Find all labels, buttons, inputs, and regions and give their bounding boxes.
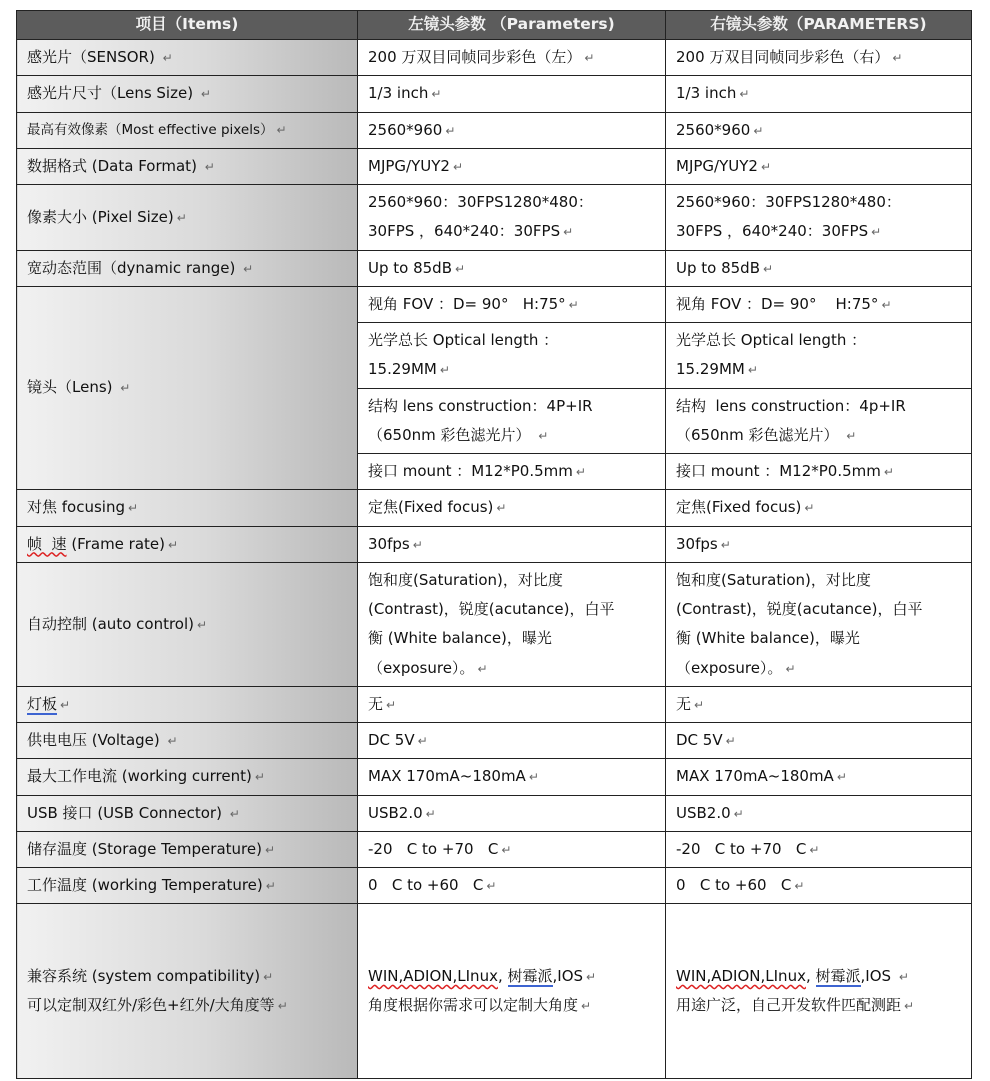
row-compatibility — [17, 904, 972, 1079]
right-compat-os: WIN,ADION,LInux, 树霉派,IOS ↵ — [676, 967, 909, 985]
right-lamp-board: 无 ↵ — [666, 686, 972, 722]
row-auto-control — [17, 562, 972, 686]
item-lens-size: 感光片尺寸（Lens Size) ↵ — [17, 76, 358, 112]
left-pixel-size: 2560*960：30FPS1280*480： 30FPS ，640*240：30FPS ↵ — [358, 185, 666, 251]
left-lamp-board: 无 ↵ — [358, 686, 666, 722]
left-compatibility — [358, 904, 666, 1079]
row-sensor — [17, 40, 972, 76]
spec-sheet — [16, 10, 971, 1079]
right-compat-note: 用途广泛，自己开发软件匹配测距 ↵ — [676, 996, 915, 1015]
right-format: MJPG/YUY2 ↵ — [666, 148, 972, 184]
left-lens-optical: 光学总长 Optical length ： 15.29MM ↵ — [358, 323, 666, 389]
item-frame-rate: 帧 速 (Frame rate) ↵ — [17, 526, 358, 562]
row-format — [17, 148, 972, 184]
left-current: MAX 170mA~180mA ↵ — [358, 759, 666, 795]
item-working-temp: 工作温度 (working Temperature) ↵ — [17, 868, 358, 904]
left-lens-construction: 结构 lens construction：4P+IR （650nm 彩色滤光片） ↵ — [358, 388, 666, 454]
left-compat-os: WIN,ADION,LInux, 树霉派,IOS ↵ — [368, 967, 597, 985]
row-current — [17, 759, 972, 795]
left-dynamic-range: Up to 85dB ↵ — [358, 250, 666, 286]
right-lens-optical: 光学总长 Optical length ： 15.29MM ↵ — [666, 323, 972, 389]
right-pixel-size: 2560*960：30FPS1280*480： 30FPS ，640*240：30FPS ↵ — [666, 185, 972, 251]
row-pixel-size — [17, 185, 972, 251]
left-compat-note: 角度根据你需求可以定制大角度 ↵ — [368, 996, 592, 1015]
right-lens-size: 1/3 inch ↵ — [666, 76, 972, 112]
left-sensor: 200 万双目同帧同步彩色（左） ↵ — [358, 40, 666, 76]
header-left-params: 左镜头参数 （Parameters) — [358, 11, 666, 40]
right-storage-temp: -20 C to +70 C ↵ — [666, 831, 972, 867]
right-focusing: 定焦(Fixed focus) ↵ — [666, 490, 972, 526]
left-format: MJPG/YUY2 ↵ — [358, 148, 666, 184]
left-lens-mount: 接口 mount ：M12*P0.5mm ↵ — [358, 454, 666, 490]
left-storage-temp: -20 C to +70 C ↵ — [358, 831, 666, 867]
right-lens-construction: 结构 lens construction：4p+IR （650nm 彩色滤光片） ↵ — [666, 388, 972, 454]
row-lens-fov — [17, 286, 972, 322]
left-usb: USB2.0 ↵ — [358, 795, 666, 831]
left-working-temp: 0 C to +60 C ↵ — [358, 868, 666, 904]
right-lens-mount: 接口 mount ：M12*P0.5mm ↵ — [666, 454, 972, 490]
spec-table — [16, 10, 972, 1079]
right-sensor: 200 万双目同帧同步彩色（右） ↵ — [666, 40, 972, 76]
header-items: 项目（Items) — [17, 11, 358, 40]
row-working-temp — [17, 868, 972, 904]
compat-item-line2: 可以定制双红外/彩色+红外/大角度等 ↵ — [27, 996, 288, 1015]
header-row — [17, 11, 972, 40]
item-lens: 镜头（Lens) ↵ — [17, 286, 358, 490]
item-voltage: 供电电压 (Voltage) ↵ — [17, 723, 358, 759]
left-frame-rate: 30fps ↵ — [358, 526, 666, 562]
left-auto-control: 饱和度(Saturation)，对比度 (Contrast)，锐度(acutance)，白平 衡 (White balance)，曝光 （exposure）。 ↵ — [358, 562, 666, 686]
left-voltage: DC 5V ↵ — [358, 723, 666, 759]
left-lens-fov: 视角 FOV ：D= 90° H:75° ↵ — [358, 286, 666, 322]
left-pixels: 2560*960 ↵ — [358, 112, 666, 148]
item-format: 数据格式 (Data Format) ↵ — [17, 148, 358, 184]
item-usb: USB 接口 (USB Connector) ↵ — [17, 795, 358, 831]
right-voltage: DC 5V ↵ — [666, 723, 972, 759]
item-current: 最大工作电流 (working current) ↵ — [17, 759, 358, 795]
right-frame-rate: 30fps ↵ — [666, 526, 972, 562]
right-working-temp: 0 C to +60 C ↵ — [666, 868, 972, 904]
right-compatibility — [666, 904, 972, 1079]
item-sensor: 感光片（SENSOR) ↵ — [17, 40, 358, 76]
item-storage-temp: 储存温度 (Storage Temperature) ↵ — [17, 831, 358, 867]
right-auto-control: 饱和度(Saturation)，对比度 (Contrast)，锐度(acutance)，白平 衡 (White balance)，曝光 （exposure）。 ↵ — [666, 562, 972, 686]
row-storage-temp — [17, 831, 972, 867]
item-lamp-board: 灯板 ↵ — [17, 686, 358, 722]
item-dynamic-range: 宽动态范围（dynamic range) ↵ — [17, 250, 358, 286]
item-compatibility — [17, 904, 358, 1079]
right-usb: USB2.0 ↵ — [666, 795, 972, 831]
item-focusing: 对焦 focusing ↵ — [17, 490, 358, 526]
right-pixels: 2560*960 ↵ — [666, 112, 972, 148]
row-voltage — [17, 723, 972, 759]
item-pixel-size: 像素大小 (Pixel Size) ↵ — [17, 185, 358, 251]
compat-item-line1: 兼容系统 (system compatibility) ↵ — [27, 967, 274, 985]
row-focusing — [17, 490, 972, 526]
row-frame-rate — [17, 526, 972, 562]
right-dynamic-range: Up to 85dB ↵ — [666, 250, 972, 286]
right-current: MAX 170mA~180mA ↵ — [666, 759, 972, 795]
item-pixels: 最高有效像素（Most effective pixels） ↵ — [17, 112, 358, 148]
right-lens-fov: 视角 FOV ：D= 90° H:75° ↵ — [666, 286, 972, 322]
left-focusing: 定焦(Fixed focus) ↵ — [358, 490, 666, 526]
row-lens-size — [17, 76, 972, 112]
row-lamp-board — [17, 686, 972, 722]
header-right-params: 右镜头参数（PARAMETERS) — [666, 11, 972, 40]
row-dynamic-range — [17, 250, 972, 286]
item-auto-control: 自动控制 (auto control) ↵ — [17, 562, 358, 686]
left-lens-size: 1/3 inch ↵ — [358, 76, 666, 112]
row-usb — [17, 795, 972, 831]
row-pixels — [17, 112, 972, 148]
